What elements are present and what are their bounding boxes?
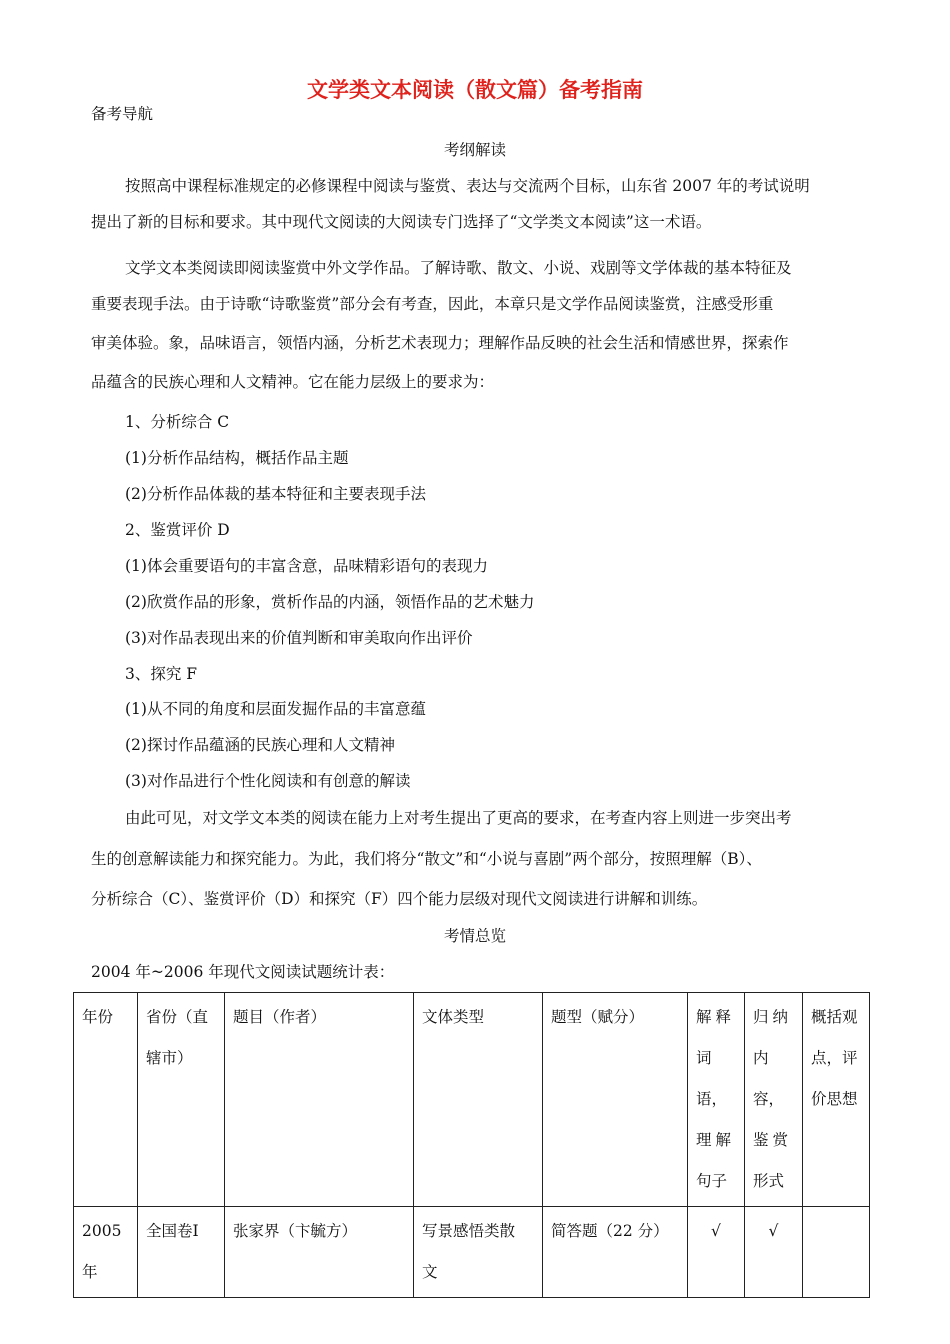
document-title: 文学类文本阅读（散文篇）备考指南 <box>307 78 643 102</box>
table-header-row <box>74 993 870 1207</box>
requirement-item: (3)对作品进行个性化阅读和有创意的解读 <box>125 772 411 790</box>
cell-question-type: 简答题（22 分） <box>543 1207 688 1298</box>
requirement-item: (1)体会重要语句的丰富含意，品味精彩语句的表现力 <box>125 557 488 575</box>
header-explain: 解释 词 语， 理解 句子 <box>688 993 745 1207</box>
header-evaluate: 概括观 点，评 价思想 <box>803 993 870 1207</box>
cell-genre: 写景感悟类散 文 <box>414 1207 543 1298</box>
paragraph-line: 由此可见，对文学文本类的阅读在能力上对考生提出了更高的要求，在考查内容上则进一步突出考 <box>125 809 792 827</box>
requirement-item: (1)分析作品结构，概括作品主题 <box>125 449 349 467</box>
requirement-item: (3)对作品表现出来的价值判断和审美取向作出评价 <box>125 629 473 647</box>
requirement-item: (2)欣赏作品的形象，赏析作品的内涵，领悟作品的艺术魅力 <box>125 593 535 611</box>
paragraph-line: 审美体验。象，品味语言，领悟内涵，分析艺术表现力；理解作品反映的社会生活和情感世界，探索作 <box>91 334 789 352</box>
paragraph-line: 文学文本类阅读即阅读鉴赏中外文学作品。了解诗歌、散文、小说、戏剧等文学体裁的基本特征及 <box>125 259 792 277</box>
requirement-item: 3、探究 F <box>125 665 198 683</box>
requirement-item: 2、鉴赏评价 D <box>125 521 230 539</box>
paragraph-line: 品蕴含的民族心理和人文精神。它在能力层级上的要求为： <box>91 373 495 391</box>
header-topic: 题目（作者） <box>225 993 414 1207</box>
requirement-item: (2)分析作品体裁的基本特征和主要表现手法 <box>125 485 426 503</box>
cell-year: 2005 年 <box>74 1207 138 1298</box>
cell-topic: 张家界（卞毓方） <box>225 1207 414 1298</box>
exam-statistics-table <box>73 992 870 1298</box>
paragraph-line: 分析综合（C）、鉴赏评价（D）和探究（F）四个能力层级对现代文阅读进行讲解和训练。 <box>91 890 708 908</box>
cell-province: 全国卷Ⅰ <box>138 1207 225 1298</box>
paragraph-line: 提出了新的目标和要求。其中现代文阅读的大阅读专门选择了“文学类文本阅读”这一术语。 <box>91 213 712 231</box>
cell-summarize-check: √ <box>745 1207 803 1298</box>
requirement-item: (2)探讨作品蕴涵的民族心理和人文精神 <box>125 736 395 754</box>
header-province: 省份（直 辖市） <box>138 993 225 1207</box>
requirement-item: (1)从不同的角度和层面发掘作品的丰富意蕴 <box>125 700 426 718</box>
header-genre: 文体类型 <box>414 993 543 1207</box>
paragraph-line: 重要表现手法。由于诗歌“诗歌鉴赏”部分会有考查，因此，本章只是文学作品阅读鉴赏，注感受形重 <box>91 295 774 313</box>
section-heading-syllabus: 考纲解读 <box>443 141 506 159</box>
header-year: 年份 <box>74 993 138 1207</box>
nav-heading: 备考导航 <box>91 105 154 123</box>
table-row <box>74 1207 870 1298</box>
requirement-item: 1、分析综合 C <box>125 413 230 431</box>
cell-evaluate <box>803 1207 870 1298</box>
paragraph-line: 生的创意解读能力和探究能力。为此，我们将分“散文”和“小说与喜剧”两个部分，按照理解（B）、 <box>91 850 762 868</box>
section-heading-overview: 考情总览 <box>443 927 506 945</box>
header-summarize: 归纳 内 容， 鉴赏 形式 <box>745 993 803 1207</box>
header-question-type: 题型（赋分） <box>543 993 688 1207</box>
paragraph-line: 按照高中课程标准规定的必修课程中阅读与鉴赏、表达与交流两个目标，山东省 2007 年的考试说明 <box>125 177 810 195</box>
table-caption: 2004 年~2006 年现代文阅读试题统计表： <box>91 963 395 981</box>
cell-explain-check: √ <box>688 1207 745 1298</box>
